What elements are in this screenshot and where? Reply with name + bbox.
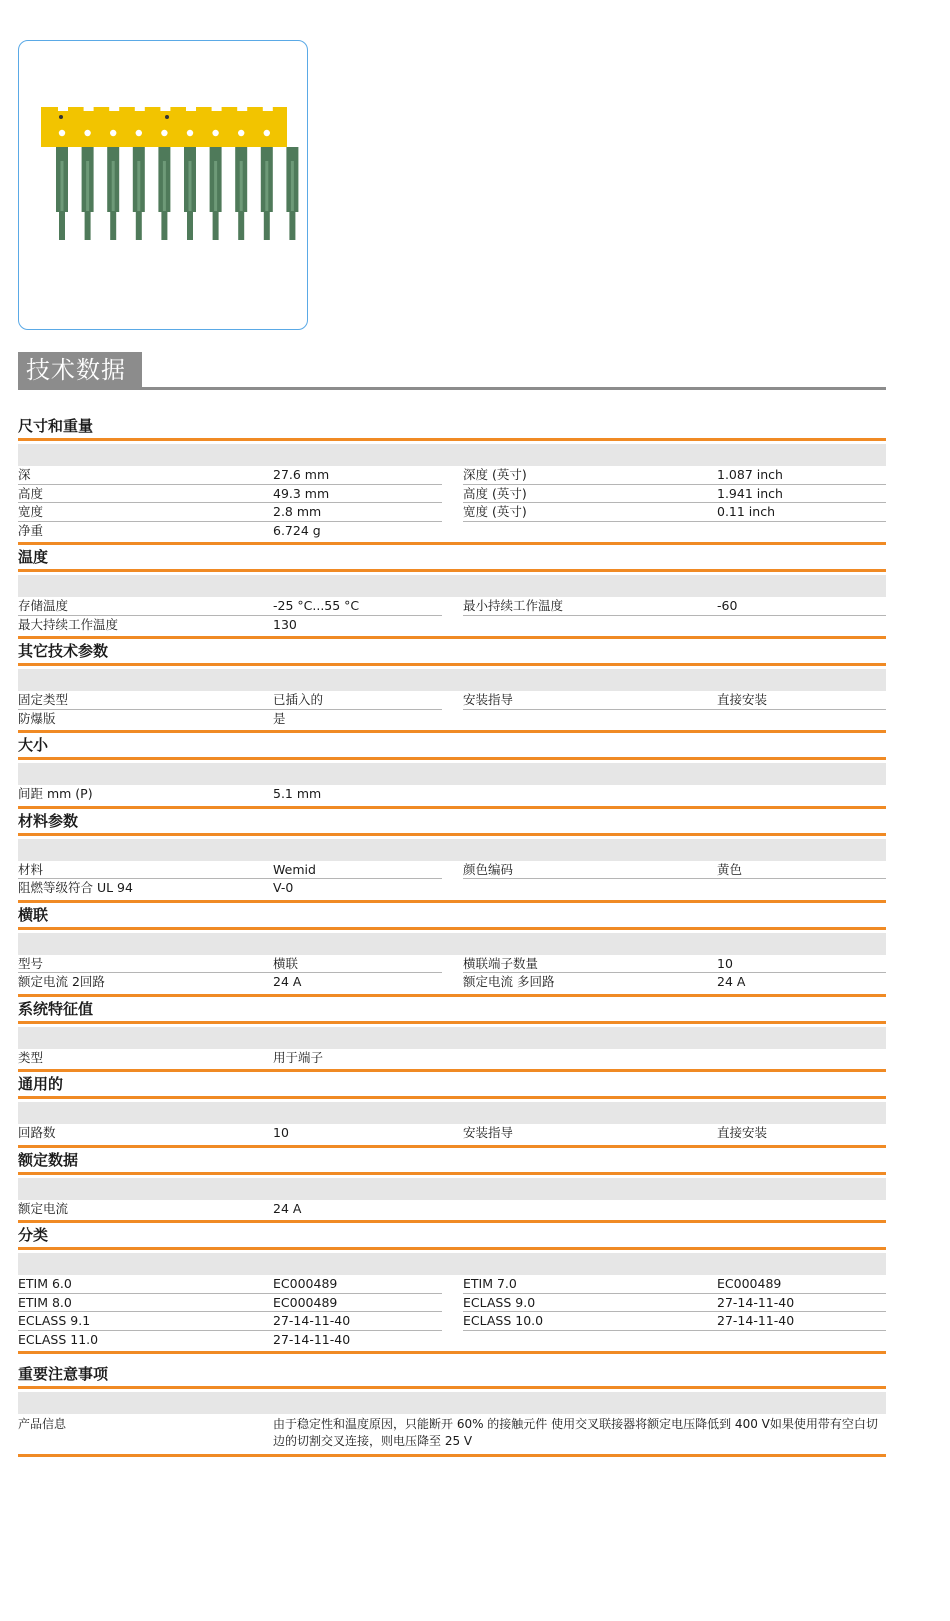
section-title: 大小 bbox=[18, 733, 886, 760]
spec-value: 2.8 mm bbox=[273, 504, 322, 519]
spec-value: 直接安装 bbox=[717, 692, 768, 707]
spec-value: 5.1 mm bbox=[273, 786, 322, 801]
spec-label: ECLASS 11.0 bbox=[18, 1331, 99, 1347]
spec-label: 高度 bbox=[18, 485, 44, 501]
spec-row bbox=[18, 616, 886, 635]
spec-label: 存储温度 bbox=[18, 598, 69, 613]
connector-hole bbox=[161, 130, 167, 136]
section-divider bbox=[18, 1351, 886, 1354]
spec-label: 深 bbox=[18, 467, 31, 482]
connector-hole bbox=[136, 130, 142, 136]
section-title: 重要注意事项 bbox=[18, 1362, 886, 1389]
spec-label: 型号 bbox=[18, 955, 44, 971]
cross-connector-image bbox=[19, 41, 309, 331]
spec-row bbox=[18, 466, 886, 485]
spec-label: 深度 (英寸) bbox=[463, 467, 527, 482]
spec-label: 额定电流 2回路 bbox=[18, 974, 105, 989]
connector-hole bbox=[110, 130, 116, 136]
spec-value: 27-14-11-40 bbox=[273, 1331, 351, 1347]
spec-label: 净重 bbox=[18, 522, 44, 538]
spec-label: ETIM 8.0 bbox=[18, 1294, 72, 1310]
spec-label: 最大持续工作温度 bbox=[18, 616, 119, 632]
page-title: 技术数据 bbox=[18, 352, 142, 387]
spec-label: 宽度 bbox=[18, 504, 44, 519]
spec-row bbox=[18, 955, 886, 974]
spec-label: 间距 mm (P) bbox=[18, 786, 93, 801]
spec-value: 已插入的 bbox=[273, 692, 324, 707]
connector-hole bbox=[289, 130, 295, 136]
section-title: 横联 bbox=[18, 903, 886, 930]
section-spacer bbox=[18, 763, 886, 785]
spec-value: 10 bbox=[717, 955, 733, 971]
spec-value: 0.11 inch bbox=[717, 504, 775, 519]
spec-label: 额定电流 多回路 bbox=[463, 974, 555, 989]
spec-value: 27-14-11-40 bbox=[717, 1313, 795, 1328]
spec-value: 横联 bbox=[273, 955, 299, 971]
spec-row bbox=[18, 485, 886, 504]
spec-value: 27-14-11-40 bbox=[273, 1313, 351, 1328]
spec-value: 24 A bbox=[717, 974, 746, 989]
section-title: 通用的 bbox=[18, 1072, 886, 1099]
spec-label: 安装指导 bbox=[463, 692, 514, 707]
spec-section bbox=[18, 1072, 886, 1148]
section-spacer bbox=[18, 1102, 886, 1124]
spec-value: 黄色 bbox=[717, 861, 743, 877]
spec-value: 是 bbox=[273, 710, 286, 726]
spec-value: 1.941 inch bbox=[717, 485, 783, 501]
section-title: 尺寸和重量 bbox=[18, 414, 886, 441]
spec-value: EC000489 bbox=[273, 1294, 338, 1310]
spec-value: 直接安装 bbox=[717, 1125, 768, 1140]
section-title: 分类 bbox=[18, 1223, 886, 1250]
spec-label: 额定电流 bbox=[18, 1200, 69, 1216]
spec-label: 回路数 bbox=[18, 1125, 56, 1140]
spec-row bbox=[18, 1331, 886, 1350]
spec-label: ETIM 6.0 bbox=[18, 1276, 72, 1291]
spec-sections bbox=[18, 414, 886, 1457]
section-spacer bbox=[18, 1253, 886, 1275]
spec-value: EC000489 bbox=[717, 1276, 782, 1291]
spec-value: 130 bbox=[273, 616, 297, 632]
section-spacer bbox=[18, 669, 886, 691]
connector-hole bbox=[238, 130, 244, 136]
spec-label: ETIM 7.0 bbox=[463, 1276, 517, 1291]
spec-label: 固定类型 bbox=[18, 692, 69, 707]
spec-value: 10 bbox=[273, 1125, 289, 1140]
spec-label: 阻燃等级符合 UL 94 bbox=[18, 880, 133, 895]
section-title: 温度 bbox=[18, 545, 886, 572]
section-title: 额定数据 bbox=[18, 1148, 886, 1175]
spec-label: 横联端子数量 bbox=[463, 955, 539, 971]
spec-value: V-0 bbox=[273, 880, 294, 895]
connector-bar bbox=[41, 107, 287, 147]
spec-value: 24 A bbox=[273, 1200, 302, 1216]
spec-value: 27-14-11-40 bbox=[717, 1294, 795, 1310]
notes-section bbox=[18, 1362, 886, 1457]
spec-section bbox=[18, 1148, 886, 1224]
section-spacer bbox=[18, 575, 886, 597]
spec-row bbox=[18, 710, 886, 729]
notes-row bbox=[18, 1414, 886, 1452]
spec-label: 材料 bbox=[18, 861, 44, 877]
spec-row bbox=[18, 785, 886, 804]
section-spacer bbox=[18, 1027, 886, 1049]
connector-hole bbox=[264, 130, 270, 136]
spec-row bbox=[18, 1275, 886, 1294]
spec-row bbox=[18, 1049, 886, 1068]
spec-label: ECLASS 9.1 bbox=[18, 1313, 91, 1328]
section-divider bbox=[18, 1454, 886, 1457]
spec-label: ECLASS 10.0 bbox=[463, 1313, 544, 1328]
spec-row bbox=[18, 597, 886, 616]
section-title: 材料参数 bbox=[18, 809, 886, 836]
connector-hole bbox=[84, 130, 90, 136]
spec-row bbox=[18, 1124, 886, 1143]
spec-value: 用于端子 bbox=[273, 1049, 324, 1065]
spec-value: 27.6 mm bbox=[273, 467, 330, 482]
section-title: 系统特征值 bbox=[18, 997, 886, 1024]
spec-section bbox=[18, 997, 886, 1073]
spec-label: 宽度 (英寸) bbox=[463, 504, 527, 519]
section-spacer bbox=[18, 933, 886, 955]
spec-row bbox=[18, 1312, 886, 1331]
spec-label: 防爆版 bbox=[18, 710, 56, 726]
spec-value: 24 A bbox=[273, 974, 302, 989]
section-title: 其它技术参数 bbox=[18, 639, 886, 666]
section-spacer bbox=[18, 1178, 886, 1200]
spec-label: 安装指导 bbox=[463, 1125, 514, 1140]
spec-value: 49.3 mm bbox=[273, 485, 330, 501]
page-title-bar bbox=[18, 352, 886, 390]
spec-section bbox=[18, 733, 886, 809]
connector-hole bbox=[59, 130, 65, 136]
spec-row bbox=[18, 861, 886, 880]
spec-section bbox=[18, 414, 886, 545]
spec-section bbox=[18, 809, 886, 903]
connector-hole bbox=[212, 130, 218, 136]
spec-section bbox=[18, 1223, 886, 1354]
notes-label: 产品信息 bbox=[18, 1417, 67, 1431]
spec-row bbox=[18, 879, 886, 898]
spec-section bbox=[18, 545, 886, 639]
spec-label: 高度 (英寸) bbox=[463, 485, 527, 501]
connector-hole bbox=[187, 130, 193, 136]
spec-label: 类型 bbox=[18, 1049, 44, 1065]
spec-label: ECLASS 9.0 bbox=[463, 1294, 536, 1310]
spec-row bbox=[18, 691, 886, 710]
section-spacer bbox=[18, 1392, 886, 1414]
spec-row bbox=[18, 1294, 886, 1313]
section-spacer bbox=[18, 444, 886, 466]
spec-label: 颜色编码 bbox=[463, 861, 514, 877]
product-image-frame bbox=[18, 40, 308, 330]
spec-value: 6.724 g bbox=[273, 522, 321, 538]
spec-section bbox=[18, 903, 886, 997]
section-spacer bbox=[18, 839, 886, 861]
spec-value: 1.087 inch bbox=[717, 467, 783, 482]
spec-row bbox=[18, 973, 886, 992]
spec-value: Wemid bbox=[273, 861, 316, 877]
spec-value: -60 bbox=[717, 598, 738, 613]
spec-row bbox=[18, 503, 886, 522]
notes-text: 由于稳定性和温度原因，只能断开 60% 的接触元件 使用交叉联接器将额定电压降低到 400 V如果使用带有空白切边的切割交叉连接，则电压降至 25 V bbox=[273, 1417, 878, 1448]
spec-value: -25 °C...55 °C bbox=[273, 598, 360, 613]
spec-row bbox=[18, 1200, 886, 1219]
spec-section bbox=[18, 639, 886, 733]
spec-value: EC000489 bbox=[273, 1276, 338, 1291]
spec-row bbox=[18, 522, 886, 541]
spec-label: 最小持续工作温度 bbox=[463, 598, 564, 613]
